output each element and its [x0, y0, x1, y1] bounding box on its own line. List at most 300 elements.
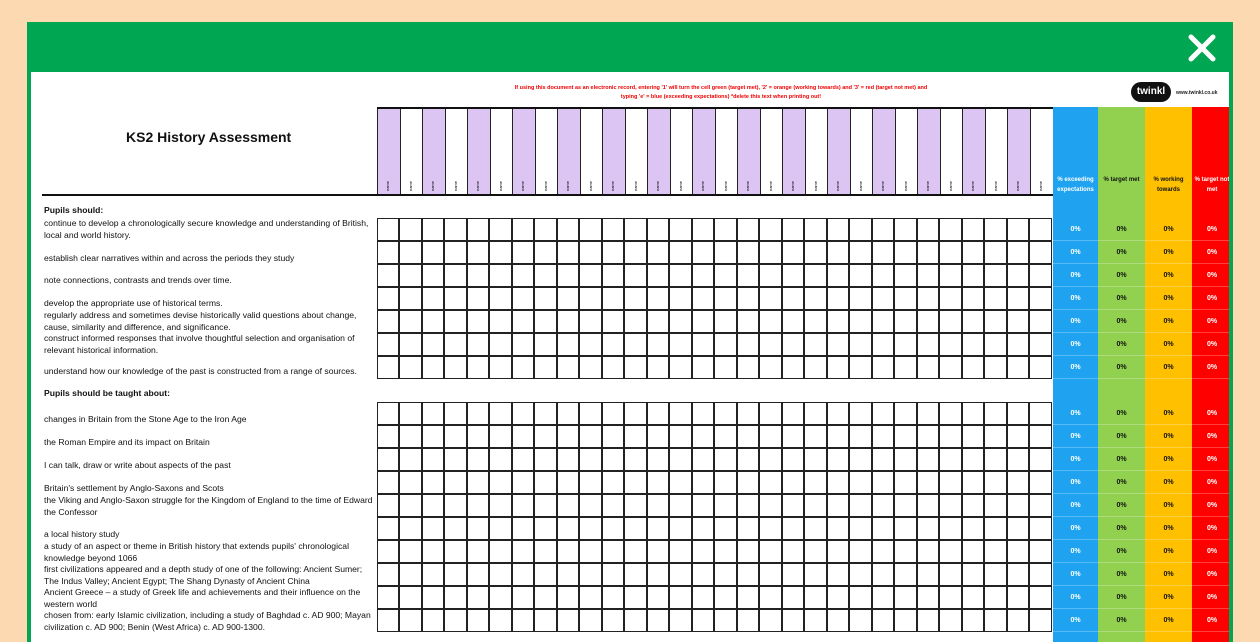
grade-cell[interactable] [984, 356, 1007, 379]
pupil-name-column[interactable] [962, 107, 985, 195]
grade-cell[interactable] [602, 241, 625, 264]
grade-cell[interactable] [984, 287, 1007, 310]
pupil-name-column[interactable] [940, 107, 963, 195]
grade-cell[interactable] [579, 494, 602, 517]
grade-cell[interactable] [669, 494, 692, 517]
grade-cell[interactable] [894, 287, 917, 310]
grade-cell[interactable] [962, 540, 985, 563]
grade-cell[interactable] [737, 264, 760, 287]
grade-cell[interactable] [692, 241, 715, 264]
grade-cell[interactable] [782, 310, 805, 333]
grade-cell[interactable] [692, 264, 715, 287]
grade-cell[interactable] [557, 517, 580, 540]
grade-cell[interactable] [849, 218, 872, 241]
grade-cell[interactable] [669, 540, 692, 563]
grade-cell[interactable] [422, 586, 445, 609]
grade-cell[interactable] [872, 471, 895, 494]
grade-cell[interactable] [422, 218, 445, 241]
grade-cell[interactable] [737, 517, 760, 540]
grade-cell[interactable] [849, 517, 872, 540]
pupil-name-column[interactable] [850, 107, 873, 195]
grade-cell[interactable] [557, 540, 580, 563]
grade-cell[interactable] [647, 333, 670, 356]
grade-cell[interactable] [939, 264, 962, 287]
grade-cell[interactable] [962, 563, 985, 586]
grade-cell[interactable] [827, 517, 850, 540]
grade-cell[interactable] [894, 609, 917, 632]
grade-cell[interactable] [489, 402, 512, 425]
grade-cell[interactable] [399, 356, 422, 379]
grade-cell[interactable] [669, 586, 692, 609]
grade-cell[interactable] [422, 310, 445, 333]
grade-cell[interactable] [804, 264, 827, 287]
grade-cell[interactable] [444, 609, 467, 632]
grade-cell[interactable] [489, 586, 512, 609]
grade-cell[interactable] [602, 609, 625, 632]
close-icon[interactable] [1186, 32, 1218, 64]
grade-cell[interactable] [624, 586, 647, 609]
grade-cell[interactable] [557, 494, 580, 517]
grade-cell[interactable] [557, 563, 580, 586]
grade-cell[interactable] [602, 287, 625, 310]
grade-cell[interactable] [782, 356, 805, 379]
grade-cell[interactable] [737, 218, 760, 241]
grade-cell[interactable] [1029, 333, 1052, 356]
grade-cell[interactable] [512, 402, 535, 425]
grade-cell[interactable] [894, 471, 917, 494]
grade-cell[interactable] [714, 287, 737, 310]
grade-cell[interactable] [377, 425, 400, 448]
grade-cell[interactable] [579, 586, 602, 609]
grade-cell[interactable] [512, 264, 535, 287]
grade-cell[interactable] [377, 218, 400, 241]
grade-cell[interactable] [1007, 563, 1030, 586]
grade-cell[interactable] [422, 471, 445, 494]
grade-cell[interactable] [602, 517, 625, 540]
grade-cell[interactable] [804, 563, 827, 586]
grade-cell[interactable] [669, 333, 692, 356]
grade-cell[interactable] [939, 402, 962, 425]
grade-cell[interactable] [444, 402, 467, 425]
grade-cell[interactable] [647, 310, 670, 333]
grade-cell[interactable] [624, 563, 647, 586]
grade-cell[interactable] [467, 402, 490, 425]
grade-cell[interactable] [377, 448, 400, 471]
grade-cell[interactable] [917, 494, 940, 517]
grade-cell[interactable] [512, 448, 535, 471]
grade-cell[interactable] [894, 586, 917, 609]
grade-cell[interactable] [647, 563, 670, 586]
grade-cell[interactable] [422, 356, 445, 379]
grade-cell[interactable] [534, 448, 557, 471]
grade-cell[interactable] [917, 333, 940, 356]
grade-cell[interactable] [512, 471, 535, 494]
grade-cell[interactable] [444, 356, 467, 379]
pupil-name-column[interactable] [715, 107, 738, 195]
grade-cell[interactable] [782, 517, 805, 540]
grade-cell[interactable] [827, 356, 850, 379]
grade-cell[interactable] [377, 517, 400, 540]
grade-cell[interactable] [534, 218, 557, 241]
grade-cell[interactable] [939, 494, 962, 517]
grade-cell[interactable] [399, 609, 422, 632]
grade-cell[interactable] [444, 540, 467, 563]
grade-cell[interactable] [1029, 586, 1052, 609]
grade-cell[interactable] [1029, 609, 1052, 632]
grade-cell[interactable] [692, 586, 715, 609]
grade-cell[interactable] [939, 425, 962, 448]
grade-cell[interactable] [557, 609, 580, 632]
grade-cell[interactable] [849, 586, 872, 609]
grade-cell[interactable] [489, 563, 512, 586]
grade-cell[interactable] [467, 287, 490, 310]
grade-cell[interactable] [939, 540, 962, 563]
grade-cell[interactable] [962, 356, 985, 379]
grade-cell[interactable] [624, 356, 647, 379]
grade-cell[interactable] [692, 517, 715, 540]
grade-cell[interactable] [692, 287, 715, 310]
grade-cell[interactable] [984, 333, 1007, 356]
grade-cell[interactable] [962, 609, 985, 632]
grade-cell[interactable] [467, 471, 490, 494]
grade-cell[interactable] [534, 264, 557, 287]
grade-cell[interactable] [759, 218, 782, 241]
grade-cell[interactable] [1007, 333, 1030, 356]
grade-cell[interactable] [579, 471, 602, 494]
grade-cell[interactable] [399, 310, 422, 333]
grade-cell[interactable] [377, 402, 400, 425]
grade-cell[interactable] [444, 287, 467, 310]
grade-cell[interactable] [827, 218, 850, 241]
pupil-name-column[interactable] [827, 107, 850, 195]
pupil-name-column[interactable] [445, 107, 468, 195]
grade-cell[interactable] [1029, 494, 1052, 517]
grade-cell[interactable] [714, 241, 737, 264]
grade-cell[interactable] [1007, 218, 1030, 241]
grade-cell[interactable] [827, 333, 850, 356]
grade-cell[interactable] [489, 241, 512, 264]
grade-cell[interactable] [894, 540, 917, 563]
grade-cell[interactable] [939, 218, 962, 241]
grade-cell[interactable] [894, 356, 917, 379]
grade-cell[interactable] [624, 540, 647, 563]
grade-cell[interactable] [714, 586, 737, 609]
grade-cell[interactable] [647, 471, 670, 494]
grade-cell[interactable] [692, 218, 715, 241]
grade-cell[interactable] [714, 425, 737, 448]
grade-cell[interactable] [624, 310, 647, 333]
grade-cell[interactable] [917, 425, 940, 448]
grade-cell[interactable] [894, 563, 917, 586]
grade-cell[interactable] [579, 425, 602, 448]
grade-cell[interactable] [894, 448, 917, 471]
grade-cell[interactable] [602, 333, 625, 356]
grade-cell[interactable] [759, 563, 782, 586]
grade-cell[interactable] [962, 425, 985, 448]
grade-cell[interactable] [962, 586, 985, 609]
pupil-name-column[interactable] [737, 107, 760, 195]
grade-cell[interactable] [984, 517, 1007, 540]
grade-cell[interactable] [624, 517, 647, 540]
grade-cell[interactable] [714, 517, 737, 540]
grade-cell[interactable] [444, 448, 467, 471]
grade-cell[interactable] [1007, 356, 1030, 379]
grade-cell[interactable] [602, 310, 625, 333]
grade-cell[interactable] [1029, 471, 1052, 494]
grade-cell[interactable] [714, 494, 737, 517]
grade-cell[interactable] [759, 448, 782, 471]
grade-cell[interactable] [962, 310, 985, 333]
grade-cell[interactable] [1029, 264, 1052, 287]
grade-cell[interactable] [489, 264, 512, 287]
pupil-name-column[interactable] [602, 107, 625, 195]
grade-cell[interactable] [849, 241, 872, 264]
grade-cell[interactable] [692, 494, 715, 517]
grade-cell[interactable] [872, 287, 895, 310]
grade-cell[interactable] [782, 218, 805, 241]
grade-cell[interactable] [827, 540, 850, 563]
grade-cell[interactable] [557, 448, 580, 471]
grade-cell[interactable] [422, 333, 445, 356]
grade-cell[interactable] [804, 540, 827, 563]
grade-cell[interactable] [647, 287, 670, 310]
grade-cell[interactable] [827, 609, 850, 632]
grade-cell[interactable] [917, 241, 940, 264]
grade-cell[interactable] [1029, 241, 1052, 264]
grade-cell[interactable] [984, 586, 1007, 609]
grade-cell[interactable] [399, 287, 422, 310]
grade-cell[interactable] [557, 218, 580, 241]
grade-cell[interactable] [422, 241, 445, 264]
grade-cell[interactable] [512, 310, 535, 333]
grade-cell[interactable] [399, 264, 422, 287]
pupil-name-column[interactable] [782, 107, 805, 195]
grade-cell[interactable] [444, 563, 467, 586]
grade-cell[interactable] [782, 448, 805, 471]
grade-cell[interactable] [759, 471, 782, 494]
grade-cell[interactable] [827, 287, 850, 310]
grade-cell[interactable] [624, 448, 647, 471]
grade-cell[interactable] [1007, 425, 1030, 448]
grade-cell[interactable] [669, 517, 692, 540]
grade-cell[interactable] [489, 218, 512, 241]
grade-cell[interactable] [444, 264, 467, 287]
grade-cell[interactable] [1029, 310, 1052, 333]
grade-cell[interactable] [1007, 609, 1030, 632]
grade-cell[interactable] [512, 609, 535, 632]
grade-cell[interactable] [467, 333, 490, 356]
grade-cell[interactable] [399, 563, 422, 586]
grade-cell[interactable] [1029, 218, 1052, 241]
grade-cell[interactable] [489, 471, 512, 494]
grade-cell[interactable] [872, 494, 895, 517]
grade-cell[interactable] [692, 540, 715, 563]
grade-cell[interactable] [624, 425, 647, 448]
grade-cell[interactable] [1007, 241, 1030, 264]
grade-cell[interactable] [1007, 287, 1030, 310]
grade-cell[interactable] [557, 333, 580, 356]
grade-cell[interactable] [489, 448, 512, 471]
pupil-name-column[interactable] [467, 107, 490, 195]
grade-cell[interactable] [894, 402, 917, 425]
grade-cell[interactable] [467, 218, 490, 241]
grade-cell[interactable] [714, 356, 737, 379]
grade-cell[interactable] [804, 586, 827, 609]
grade-cell[interactable] [647, 241, 670, 264]
grade-cell[interactable] [849, 264, 872, 287]
grade-cell[interactable] [939, 586, 962, 609]
grade-cell[interactable] [962, 264, 985, 287]
grade-cell[interactable] [534, 333, 557, 356]
grade-cell[interactable] [962, 218, 985, 241]
grade-cell[interactable] [489, 494, 512, 517]
grade-cell[interactable] [714, 540, 737, 563]
grade-cell[interactable] [1007, 402, 1030, 425]
grade-cell[interactable] [737, 471, 760, 494]
grade-cell[interactable] [467, 241, 490, 264]
pupil-name-column[interactable] [692, 107, 715, 195]
grade-cell[interactable] [512, 425, 535, 448]
grade-cell[interactable] [602, 264, 625, 287]
grade-cell[interactable] [377, 609, 400, 632]
grade-cell[interactable] [534, 494, 557, 517]
grade-cell[interactable] [692, 310, 715, 333]
grade-cell[interactable] [422, 540, 445, 563]
grade-cell[interactable] [377, 287, 400, 310]
pupil-name-column[interactable] [1030, 107, 1053, 195]
grade-cell[interactable] [849, 402, 872, 425]
grade-cell[interactable] [669, 471, 692, 494]
grade-cell[interactable] [467, 425, 490, 448]
grade-cell[interactable] [894, 310, 917, 333]
grade-cell[interactable] [939, 287, 962, 310]
grade-cell[interactable] [534, 425, 557, 448]
grade-cell[interactable] [692, 471, 715, 494]
grade-cell[interactable] [1007, 471, 1030, 494]
grade-cell[interactable] [512, 287, 535, 310]
grade-cell[interactable] [422, 402, 445, 425]
grade-cell[interactable] [737, 333, 760, 356]
pupil-name-column[interactable] [895, 107, 918, 195]
grade-cell[interactable] [692, 425, 715, 448]
pupil-name-column[interactable] [805, 107, 828, 195]
grade-cell[interactable] [714, 402, 737, 425]
grade-cell[interactable] [444, 310, 467, 333]
grade-cell[interactable] [827, 264, 850, 287]
grade-cell[interactable] [759, 517, 782, 540]
grade-cell[interactable] [422, 287, 445, 310]
grade-cell[interactable] [872, 609, 895, 632]
grade-cell[interactable] [534, 310, 557, 333]
grade-cell[interactable] [849, 425, 872, 448]
grade-cell[interactable] [804, 471, 827, 494]
grade-cell[interactable] [647, 448, 670, 471]
grade-cell[interactable] [377, 540, 400, 563]
grade-cell[interactable] [804, 494, 827, 517]
grade-cell[interactable] [669, 609, 692, 632]
grade-cell[interactable] [602, 494, 625, 517]
pupil-name-column[interactable] [985, 107, 1008, 195]
grade-cell[interactable] [692, 402, 715, 425]
grade-cell[interactable] [422, 264, 445, 287]
grade-cell[interactable] [602, 448, 625, 471]
grade-cell[interactable] [1029, 517, 1052, 540]
grade-cell[interactable] [534, 356, 557, 379]
pupil-name-column[interactable] [535, 107, 558, 195]
grade-cell[interactable] [782, 586, 805, 609]
grade-cell[interactable] [804, 218, 827, 241]
grade-cell[interactable] [534, 241, 557, 264]
grade-cell[interactable] [489, 310, 512, 333]
grade-cell[interactable] [512, 218, 535, 241]
grade-cell[interactable] [467, 540, 490, 563]
grade-cell[interactable] [399, 218, 422, 241]
grade-cell[interactable] [534, 540, 557, 563]
grade-cell[interactable] [377, 333, 400, 356]
grade-cell[interactable] [984, 264, 1007, 287]
grade-cell[interactable] [849, 494, 872, 517]
grade-cell[interactable] [444, 471, 467, 494]
grade-cell[interactable] [467, 356, 490, 379]
grade-cell[interactable] [669, 287, 692, 310]
grade-cell[interactable] [467, 310, 490, 333]
grade-cell[interactable] [849, 287, 872, 310]
grade-cell[interactable] [804, 287, 827, 310]
grade-cell[interactable] [602, 356, 625, 379]
grade-cell[interactable] [849, 609, 872, 632]
grade-cell[interactable] [714, 333, 737, 356]
grade-cell[interactable] [917, 563, 940, 586]
grade-cell[interactable] [467, 494, 490, 517]
grade-cell[interactable] [872, 333, 895, 356]
grade-cell[interactable] [467, 264, 490, 287]
pupil-name-column[interactable] [1007, 107, 1030, 195]
grade-cell[interactable] [579, 517, 602, 540]
grade-cell[interactable] [737, 310, 760, 333]
grade-cell[interactable] [489, 287, 512, 310]
grade-cell[interactable] [624, 333, 647, 356]
grade-cell[interactable] [759, 241, 782, 264]
grade-cell[interactable] [962, 471, 985, 494]
grade-cell[interactable] [489, 609, 512, 632]
grade-cell[interactable] [534, 402, 557, 425]
grade-cell[interactable] [737, 402, 760, 425]
pupil-name-column[interactable] [557, 107, 580, 195]
grade-cell[interactable] [917, 471, 940, 494]
grade-cell[interactable] [939, 609, 962, 632]
grade-cell[interactable] [849, 310, 872, 333]
grade-cell[interactable] [602, 402, 625, 425]
grade-cell[interactable] [894, 494, 917, 517]
grade-cell[interactable] [647, 540, 670, 563]
grade-cell[interactable] [737, 448, 760, 471]
grade-cell[interactable] [917, 264, 940, 287]
grade-cell[interactable] [962, 494, 985, 517]
grade-cell[interactable] [737, 563, 760, 586]
grade-cell[interactable] [827, 494, 850, 517]
grade-cell[interactable] [557, 586, 580, 609]
grade-cell[interactable] [782, 241, 805, 264]
grade-cell[interactable] [647, 494, 670, 517]
grade-cell[interactable] [579, 310, 602, 333]
grade-cell[interactable] [1007, 586, 1030, 609]
grade-cell[interactable] [557, 264, 580, 287]
grade-cell[interactable] [917, 517, 940, 540]
grade-cell[interactable] [647, 402, 670, 425]
grade-cell[interactable] [782, 287, 805, 310]
pupil-name-column[interactable] [670, 107, 693, 195]
grade-cell[interactable] [827, 425, 850, 448]
